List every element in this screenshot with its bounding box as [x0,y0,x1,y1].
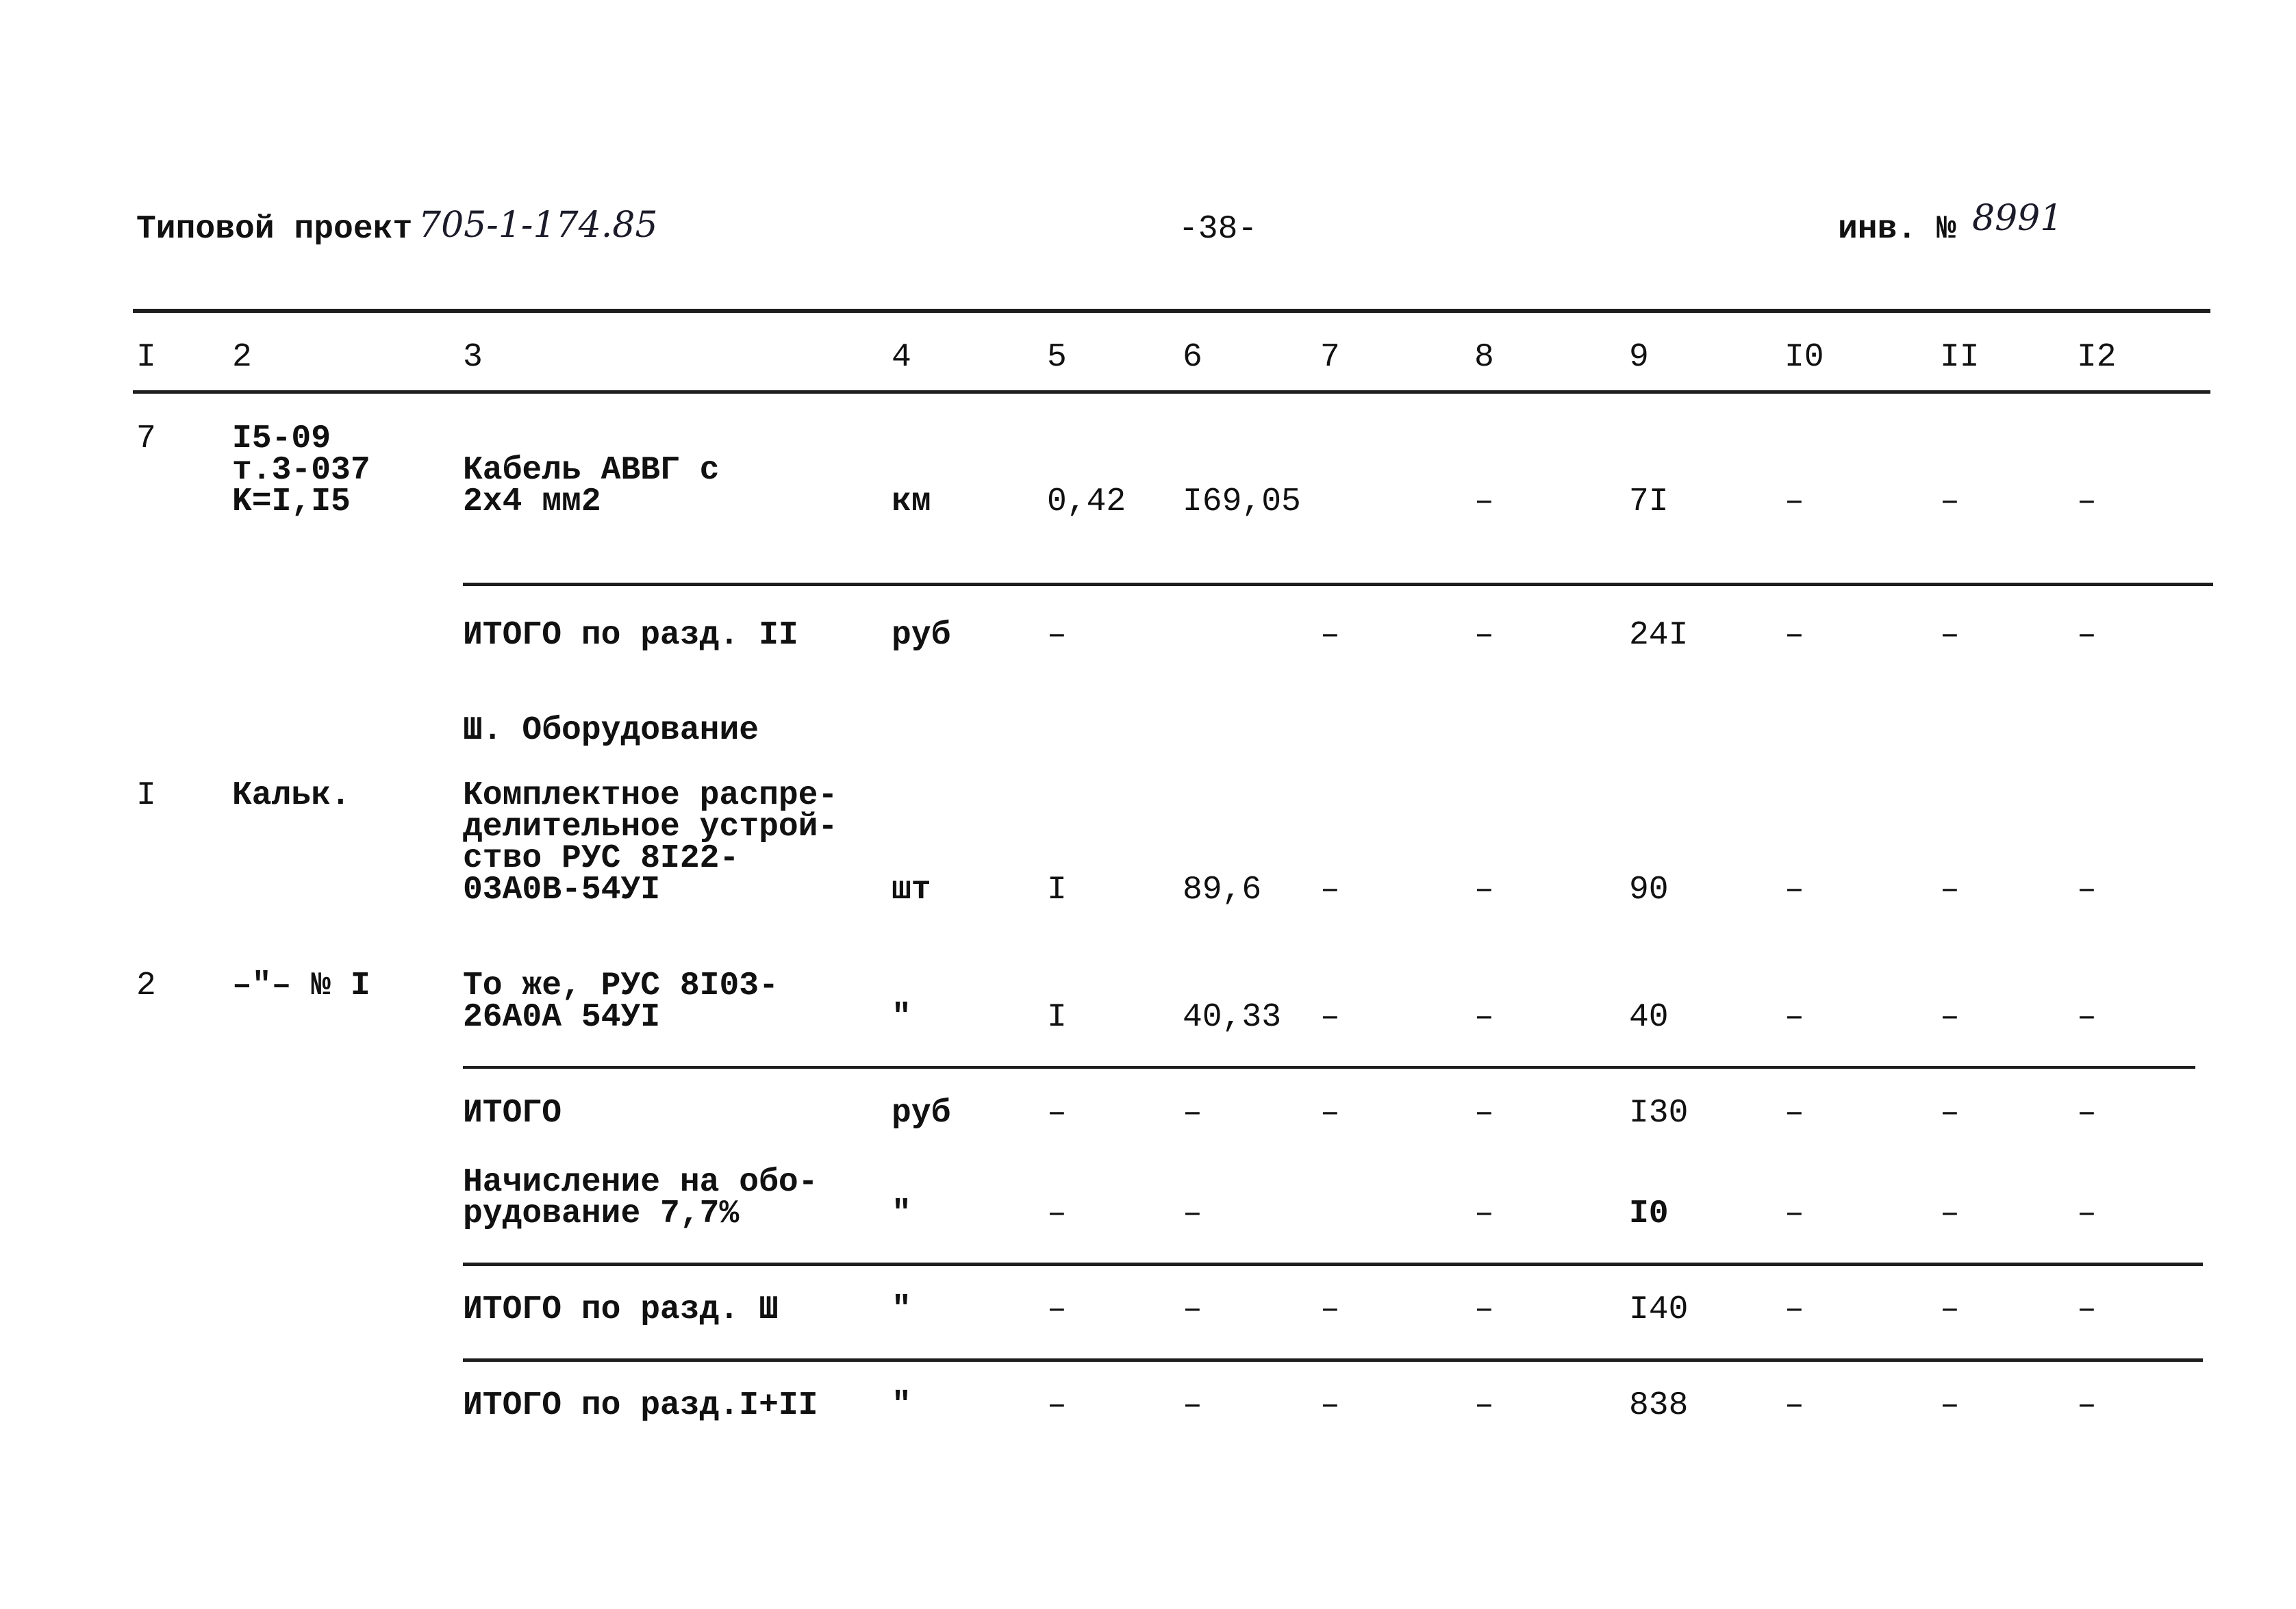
unit-cost: I69,05 [1183,483,1301,520]
unit: " [892,1387,911,1424]
total-value: 7I [1629,483,1669,520]
unit: руб [892,1095,951,1132]
col-12-value: – [2077,1195,2097,1232]
description-line: То же, РУС 8I03- [463,967,779,1004]
col-7-value: – [1320,1095,1340,1132]
description [463,777,838,909]
col-10-value: – [1784,1195,1804,1232]
inventory-number: 8991 [1972,198,2063,239]
col-10-value: – [1784,1291,1804,1328]
description: ИТОГО по разд. II [463,617,798,654]
column-header: 8 [1474,339,1494,376]
section-rule [463,1066,2195,1069]
quantity: – [1047,617,1067,654]
col-8-value: – [1474,1095,1494,1132]
col-11-value: – [1940,617,1960,654]
col-11-value: – [1940,999,1960,1036]
norm-code: Кальк. [232,777,351,814]
col-8-value: – [1474,617,1494,654]
description-line: Кабель АВВГ с [463,452,720,489]
col-7-value: – [1320,1291,1340,1328]
section-rule [463,1263,2203,1266]
column-header: 5 [1047,339,1067,376]
col-12-value: – [2077,483,2097,520]
description: ИТОГО [463,1095,562,1132]
col-12-value: – [2077,1095,2097,1132]
col-11-value: – [1940,1195,1960,1232]
unit: " [892,1291,911,1328]
col-11-value: – [1940,872,1960,909]
description [463,1164,818,1232]
description-line: 26А0А 54УI [463,999,661,1036]
section-rule [463,1358,2203,1362]
total-value: 40 [1629,999,1669,1036]
total-value: I30 [1629,1095,1689,1132]
unit-cost: – [1183,1387,1202,1424]
table-top-rule [133,309,2210,313]
unit: км [892,483,931,520]
col-12-value: – [2077,1291,2097,1328]
col-7-value: – [1320,872,1340,909]
col-10-value: – [1784,617,1804,654]
column-header: I0 [1784,339,1824,376]
description-line: делительное устрой- [463,809,838,846]
description-line: рудование 7,7% [463,1195,740,1232]
quantity: – [1047,1195,1067,1232]
quantity: – [1047,1387,1067,1424]
page-number: -38- [1178,211,1258,248]
col-8-value: – [1474,483,1494,520]
column-header: I2 [2077,339,2117,376]
col-12-value: – [2077,999,2097,1036]
col-10-value: – [1784,872,1804,909]
item-number: I [136,777,156,814]
col-11-value: – [1940,1095,1960,1132]
unit-cost: 89,6 [1183,872,1262,909]
column-header: 3 [463,339,483,376]
norm-code [232,420,370,520]
section-heading: Ш. Оборудование [463,712,759,749]
col-10-value: – [1784,999,1804,1036]
quantity: – [1047,1095,1067,1132]
col-8-value: – [1474,1387,1494,1424]
col-8-value: – [1474,1291,1494,1328]
unit-cost: – [1183,1195,1202,1232]
project-label: Типовой проект [136,211,413,248]
project-number: 705-1-174.85 [418,205,658,246]
description-line: Комплектное распре- [463,777,838,814]
description: ИТОГО по разд.I+II [463,1387,818,1424]
col-12-value: – [2077,1387,2097,1424]
column-header: 4 [892,339,911,376]
column-header: 2 [232,339,252,376]
total-value: I0 [1629,1195,1669,1232]
total-value: I40 [1629,1291,1689,1328]
description-line: 2x4 мм2 [463,483,601,520]
unit-cost: – [1183,1291,1202,1328]
description-line: Начисление на обо- [463,1164,818,1201]
column-header: 6 [1183,339,1202,376]
col-12-value: – [2077,872,2097,909]
total-value: 838 [1629,1387,1689,1424]
description [463,967,779,1036]
quantity: – [1047,1291,1067,1328]
total-value: 24I [1629,617,1689,654]
item-number: 7 [136,420,156,457]
col-12-value: – [2077,617,2097,654]
description-line: 03А0В-54УI [463,872,661,909]
unit: руб [892,617,951,654]
header-bottom-rule [133,390,2210,394]
col-7-value: – [1320,617,1340,654]
quantity: I [1047,872,1067,909]
col-11-value: – [1940,1291,1960,1328]
column-header: 7 [1320,339,1340,376]
unit-cost: – [1183,1095,1202,1132]
description-line: ство РУС 8I22- [463,840,740,877]
description [463,452,720,520]
unit: " [892,999,911,1036]
col-10-value: – [1784,483,1804,520]
col-8-value: – [1474,872,1494,909]
quantity: I [1047,999,1067,1036]
item-number: 2 [136,967,156,1004]
section-rule [463,583,2213,586]
norm-code-line: K=I,I5 [232,483,351,520]
norm-code-line: т.3-037 [232,452,370,489]
quantity: 0,42 [1047,483,1126,520]
unit: " [892,1195,911,1232]
col-10-value: – [1784,1387,1804,1424]
unit-cost: 40,33 [1183,999,1282,1036]
col-10-value: – [1784,1095,1804,1132]
col-11-value: – [1940,483,1960,520]
unit: шт [892,872,931,909]
inventory-label: инв. № [1838,211,1956,248]
col-7-value: – [1320,999,1340,1036]
col-11-value: – [1940,1387,1960,1424]
column-header: 9 [1629,339,1649,376]
column-header: I [136,339,156,376]
total-value: 90 [1629,872,1669,909]
col-8-value: – [1474,1195,1494,1232]
description: ИТОГО по разд. Ш [463,1291,779,1328]
norm-code-line: I5-09 [232,420,331,457]
column-header: II [1940,339,1980,376]
col-8-value: – [1474,999,1494,1036]
col-7-value: – [1320,1387,1340,1424]
norm-code: –"– № I [232,967,370,1004]
